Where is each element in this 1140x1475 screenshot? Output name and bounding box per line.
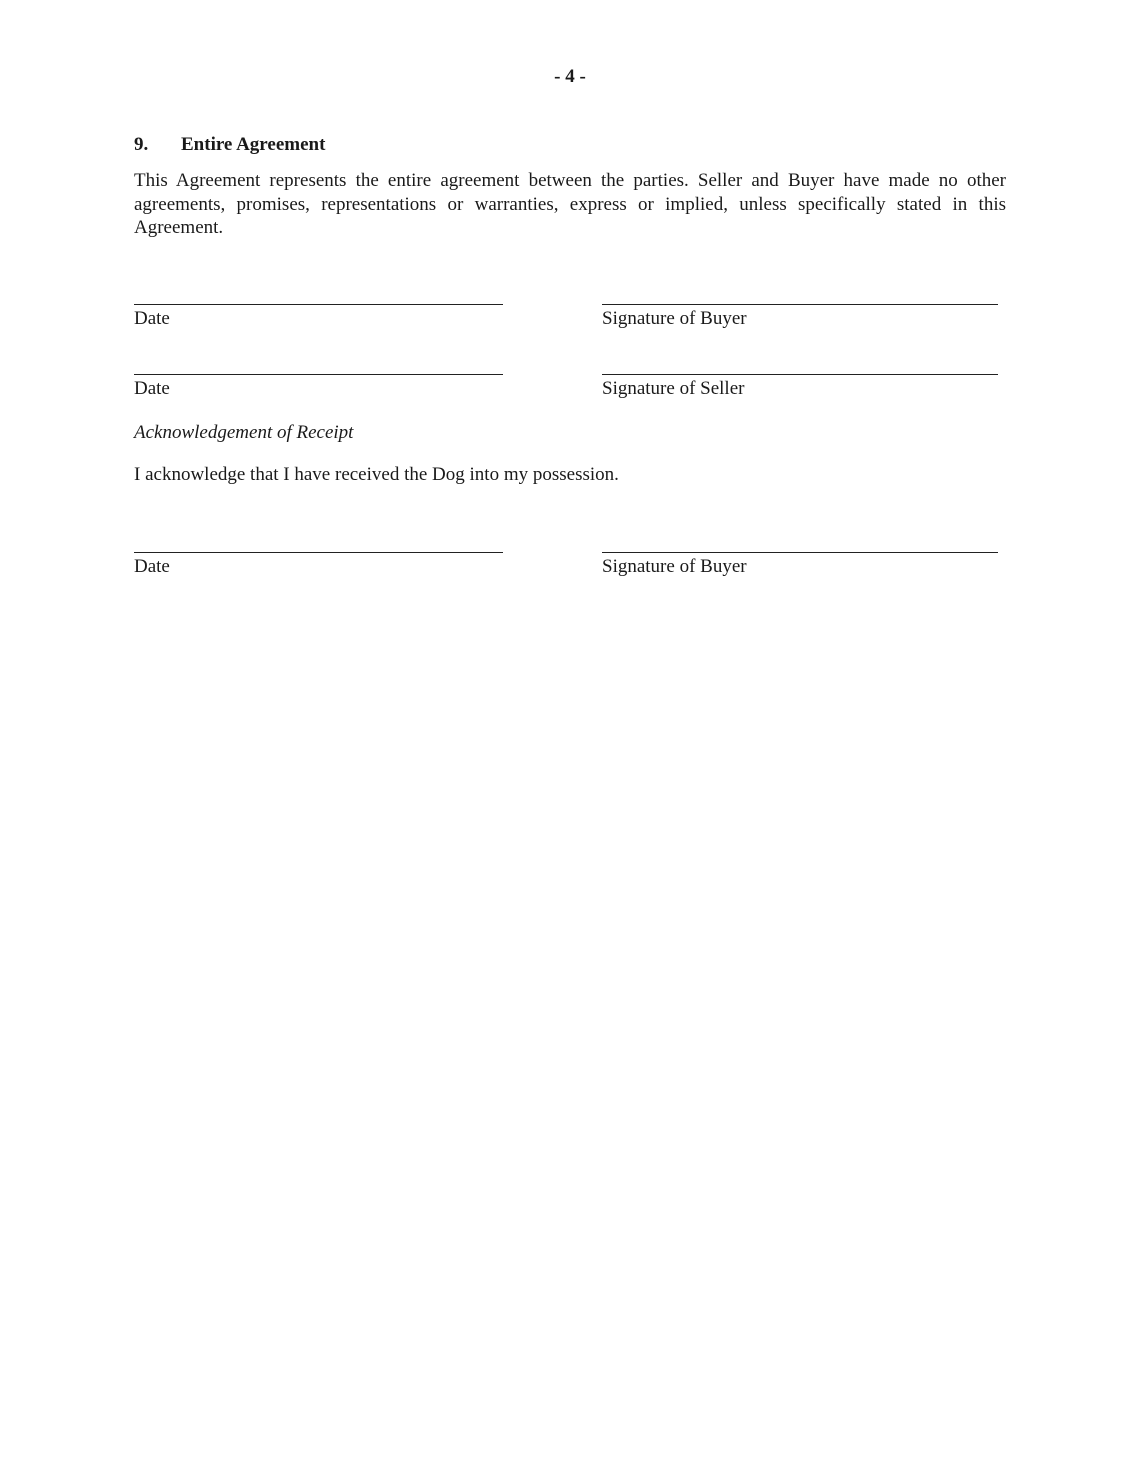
page-number: - 4 - — [554, 66, 586, 87]
acknowledgement-text: I acknowledge that I have received the Dog into my possession. — [134, 464, 619, 485]
seller-signature-line — [602, 374, 998, 375]
acknowledgement-heading: Acknowledgement of Receipt — [134, 422, 354, 443]
section-title: Entire Agreement — [181, 134, 326, 155]
section-body: This Agreement represents the entire agreement between the parties. Seller and Buyer have made no other agreements, promises, representations or warranties, express or implied, unless specifically stated in this Agreement. — [134, 170, 1006, 238]
date-label: Date — [134, 556, 170, 577]
date-line — [134, 374, 503, 375]
section-number: 9. — [134, 134, 149, 155]
section-heading — [134, 134, 325, 156]
date-line — [134, 304, 503, 305]
date-line — [134, 552, 503, 553]
date-label: Date — [134, 378, 170, 399]
buyer-signature-line — [602, 304, 998, 305]
buyer-signature-label: Signature of Buyer — [602, 556, 747, 577]
buyer-signature-line — [602, 552, 998, 553]
date-label: Date — [134, 308, 170, 329]
buyer-signature-label: Signature of Buyer — [602, 308, 747, 329]
seller-signature-label: Signature of Seller — [602, 378, 745, 399]
